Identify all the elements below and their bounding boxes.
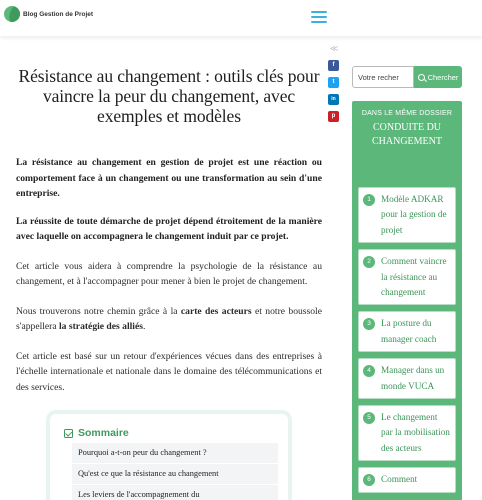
toc-item[interactable]: Les leviers de l'accompagnement du (72, 485, 278, 500)
hamburger-icon[interactable] (311, 11, 327, 23)
intro-paragraph-1: La résistance au changement en gestion de projet est une réaction ou comportement face à un changement ou une transformation au sein d'une entreprise. (16, 157, 322, 199)
article-body (16, 66, 322, 395)
toc-list (72, 443, 278, 500)
share-bar (328, 44, 340, 122)
site-header (0, 0, 482, 36)
site-logo[interactable] (4, 6, 93, 22)
toc-header[interactable] (64, 427, 288, 439)
search-form (352, 66, 462, 88)
logo-text: Blog Gestion de Projet (23, 10, 94, 18)
item-number-badge: 2 (363, 256, 375, 268)
dossier-item-label: Modèle ADKAR pour la gestion de projet (381, 194, 447, 235)
checkbox-icon (64, 429, 73, 438)
search-input[interactable] (352, 66, 414, 88)
dossier-header (352, 101, 462, 175)
search-button[interactable] (414, 66, 462, 88)
search-icon (418, 74, 425, 81)
facebook-icon[interactable]: f (328, 60, 339, 71)
dossier-item-label: Comment (381, 474, 418, 485)
related-dossier-panel (352, 101, 462, 500)
dossier-item[interactable] (358, 311, 456, 352)
dossier-list (358, 187, 456, 499)
dossier-item-label: Manager dans un monde VUCA (381, 365, 445, 391)
item-number-badge: 4 (363, 365, 375, 377)
dossier-subtitle: DANS LE MÊME DOSSIER (361, 110, 453, 117)
paragraph-2: Nous trouverons notre chemin grâce à la carte des acteurs et notre boussole s'appellera la stratégie des alliés. (16, 305, 322, 332)
item-number-badge: 5 (363, 412, 375, 424)
item-number-badge: 6 (363, 474, 375, 486)
dossier-item-label: Comment vaincre la résistance au changement (381, 256, 447, 298)
table-of-contents (46, 410, 292, 500)
leaf-logo-icon (4, 6, 20, 22)
paragraph-3: Cet article est basé sur un retour d'expériences vécues dans des entreprises à l'échelle internationale et nationale dans le domaine des télécommunications et des services. (16, 350, 322, 393)
link-strategie-des-allies: la stratégie des alliés (59, 321, 143, 332)
dossier-title[interactable]: CONDUITE DU CHANGEMENT (372, 122, 442, 147)
dossier-item[interactable] (358, 358, 456, 399)
paragraph-1: Cet article vous aidera à comprendre la psychologie de la résistance au changement, et à l'accompagner pour mener à bien le projet de changement. (16, 260, 322, 287)
link-carte-des-acteurs: carte des acteurs (180, 305, 252, 317)
dossier-item[interactable] (358, 187, 456, 243)
article-title: Résistance au changement : outils clés pour vaincre la peur du changement, avec exemples et modèles (18, 66, 320, 126)
linkedin-icon[interactable]: in (328, 94, 339, 105)
dossier-item[interactable] (358, 249, 456, 305)
pinterest-icon[interactable]: p (328, 111, 339, 122)
intro-paragraph-2: La réussite de toute démarche de projet dépend étroitement de la manière avec laquelle on accompagnera le changement induit par ce projet. (16, 215, 322, 242)
dossier-item[interactable] (358, 405, 456, 461)
item-number-badge: 1 (363, 194, 375, 206)
toc-title: Sommaire (78, 427, 129, 439)
dossier-item-label: La posture du manager coach (381, 318, 437, 344)
share-icon: ≪ (329, 44, 339, 53)
search-button-label: Chercher (427, 72, 459, 82)
twitter-icon[interactable]: t (328, 77, 339, 88)
item-number-badge: 3 (363, 318, 375, 330)
toc-item[interactable]: Qu'est ce que la résistance au changement (72, 464, 278, 485)
dossier-item[interactable] (358, 467, 456, 492)
toc-item[interactable]: Pourquoi a-t-on peur du changement ? (72, 443, 278, 464)
dossier-item-label: Le changement par la mobilisation des acteurs (381, 412, 450, 453)
